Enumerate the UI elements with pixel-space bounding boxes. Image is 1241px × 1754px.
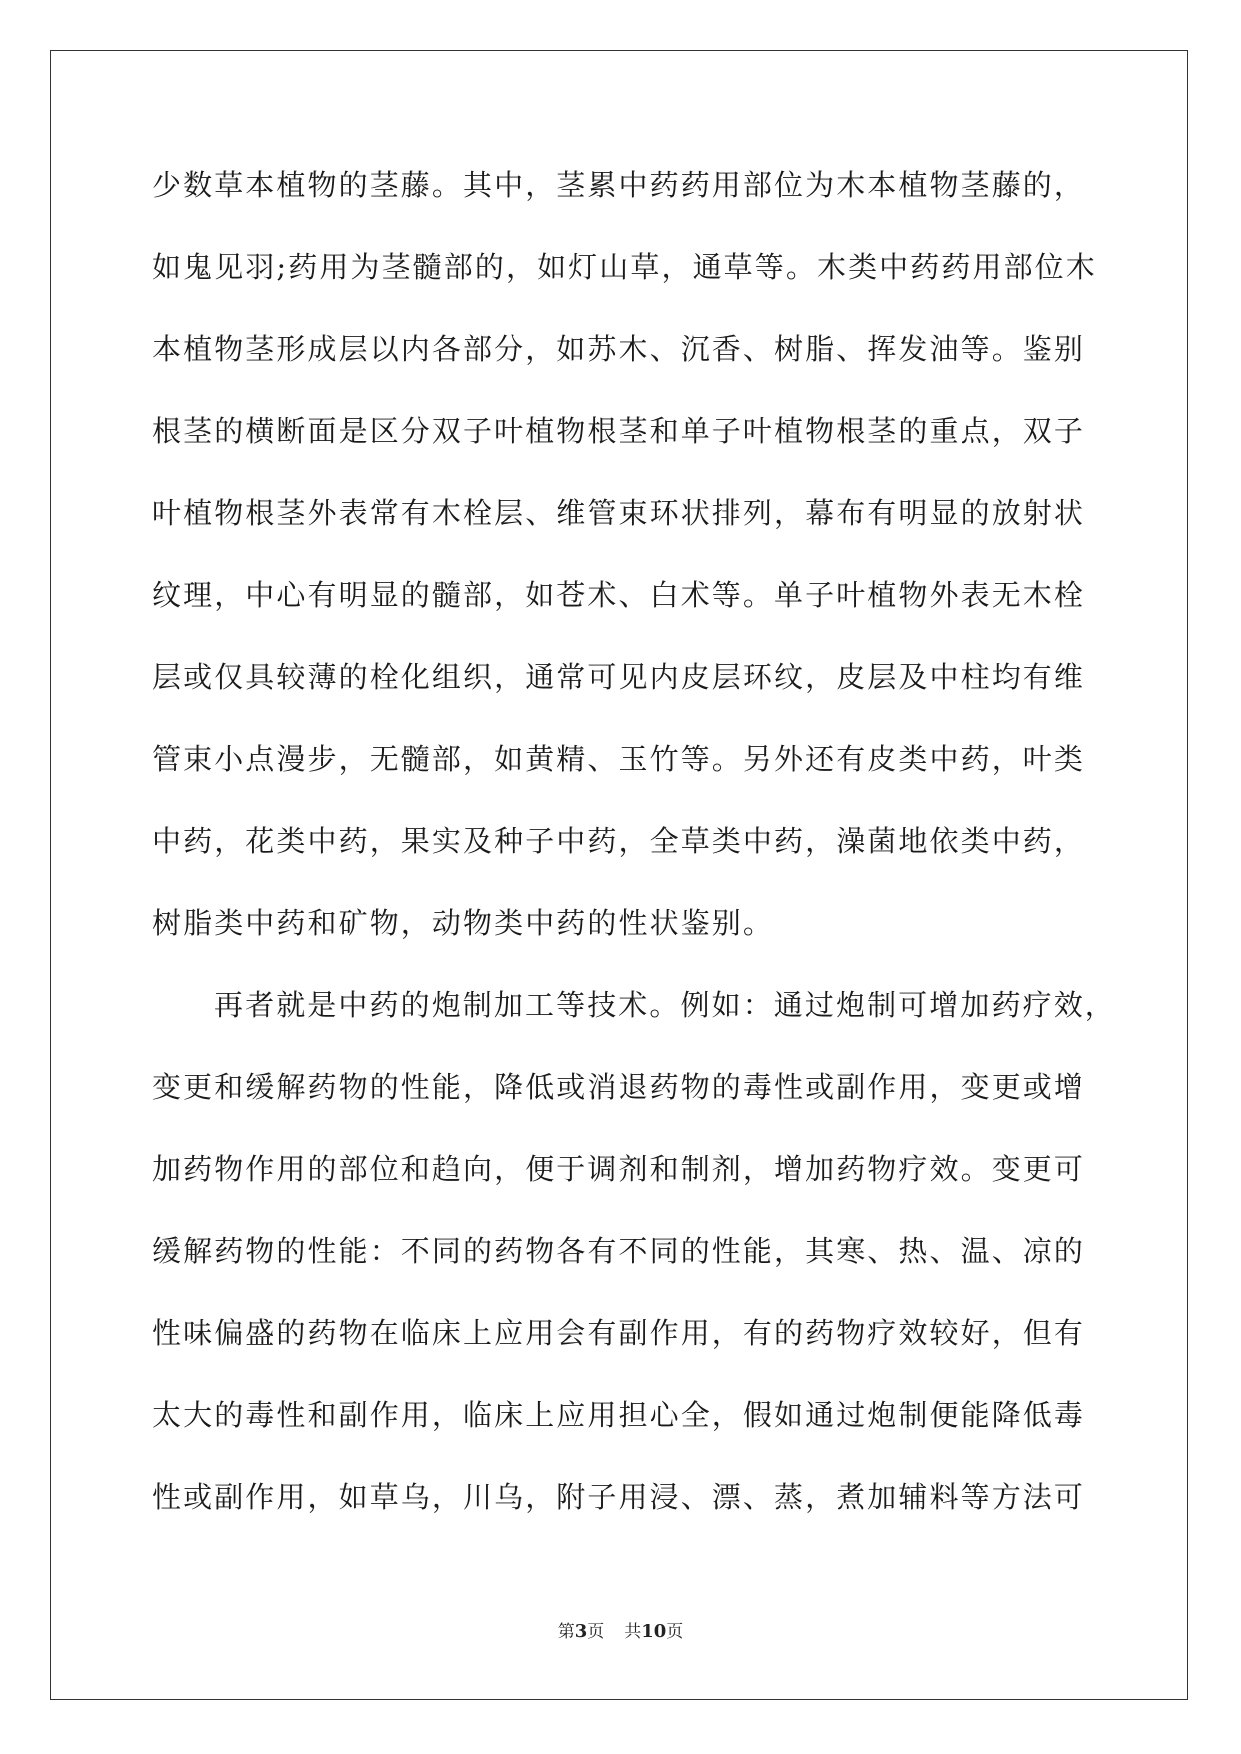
text-line: 本植物茎形成层以内各部分，如苏木、沉香、树脂、挥发油等。鉴别 <box>152 332 1086 366</box>
text-line: 根茎的横断面是区分双子叶植物根茎和单子叶植物根茎的重点，双子 <box>152 414 1086 448</box>
text-line: 叶植物根茎外表常有木栓层、维管束环状排列，幕布有明显的放射状 <box>152 496 1086 530</box>
text-line: 性或副作用，如草乌，川乌，附子用浸、漂、蒸，煮加辅料等方法可 <box>152 1480 1086 1514</box>
text-line: 层或仅具较薄的栓化组织，通常可见内皮层环纹，皮层及中柱均有维 <box>152 660 1086 694</box>
text-line: 少数草本植物的茎藤。其中，茎累中药药用部位为木本植物茎藤的， <box>152 168 1086 202</box>
page-footer <box>0 1617 1241 1642</box>
paragraph-2 <box>152 987 1116 1561</box>
paragraph-1 <box>152 167 1097 987</box>
text-line: 缓解药物的性能：不同的药物各有不同的性能，其寒、热、温、凉的 <box>152 1234 1086 1268</box>
text-line: 太大的毒性和副作用，临床上应用担心全，假如通过炮制便能降低毒 <box>152 1398 1086 1432</box>
text-line: 变更和缓解药物的性能，降低或消退药物的毒性或副作用，变更或增 <box>152 1070 1086 1104</box>
text-line: 性味偏盛的药物在临床上应用会有副作用，有的药物疗效较好，但有 <box>152 1316 1086 1350</box>
total-pages: 10 <box>641 1621 667 1642</box>
text-line: 树脂类中药和矿物，动物类中药的性状鉴别。 <box>152 906 775 940</box>
text-line: 加药物作用的部位和趋向，便于调剂和制剂，增加药物疗效。变更可 <box>152 1152 1086 1186</box>
text-line: 如鬼见羽;药用为茎髓部的，如灯山草，通草等。木类中药药用部位木 <box>152 250 1097 284</box>
page-number: 3 <box>574 1621 588 1642</box>
text-line: 纹理，中心有明显的髓部，如苍术、白术等。单子叶植物外表无木栓 <box>152 578 1086 612</box>
document-body <box>152 167 1116 1561</box>
page-suffix: 页 <box>587 1622 605 1642</box>
text-line: 中药，花类中药，果实及种子中药，全草类中药，澡菌地依类中药， <box>152 824 1086 858</box>
total-prefix: 共 <box>624 1622 642 1642</box>
total-suffix: 页 <box>666 1622 684 1642</box>
text-line: 管束小点漫步，无髓部，如黄精、玉竹等。另外还有皮类中药，叶类 <box>152 742 1086 776</box>
page-prefix: 第 <box>557 1622 575 1642</box>
text-line: 再者就是中药的炮制加工等技术。例如：通过炮制可增加药疗效， <box>214 988 1116 1022</box>
